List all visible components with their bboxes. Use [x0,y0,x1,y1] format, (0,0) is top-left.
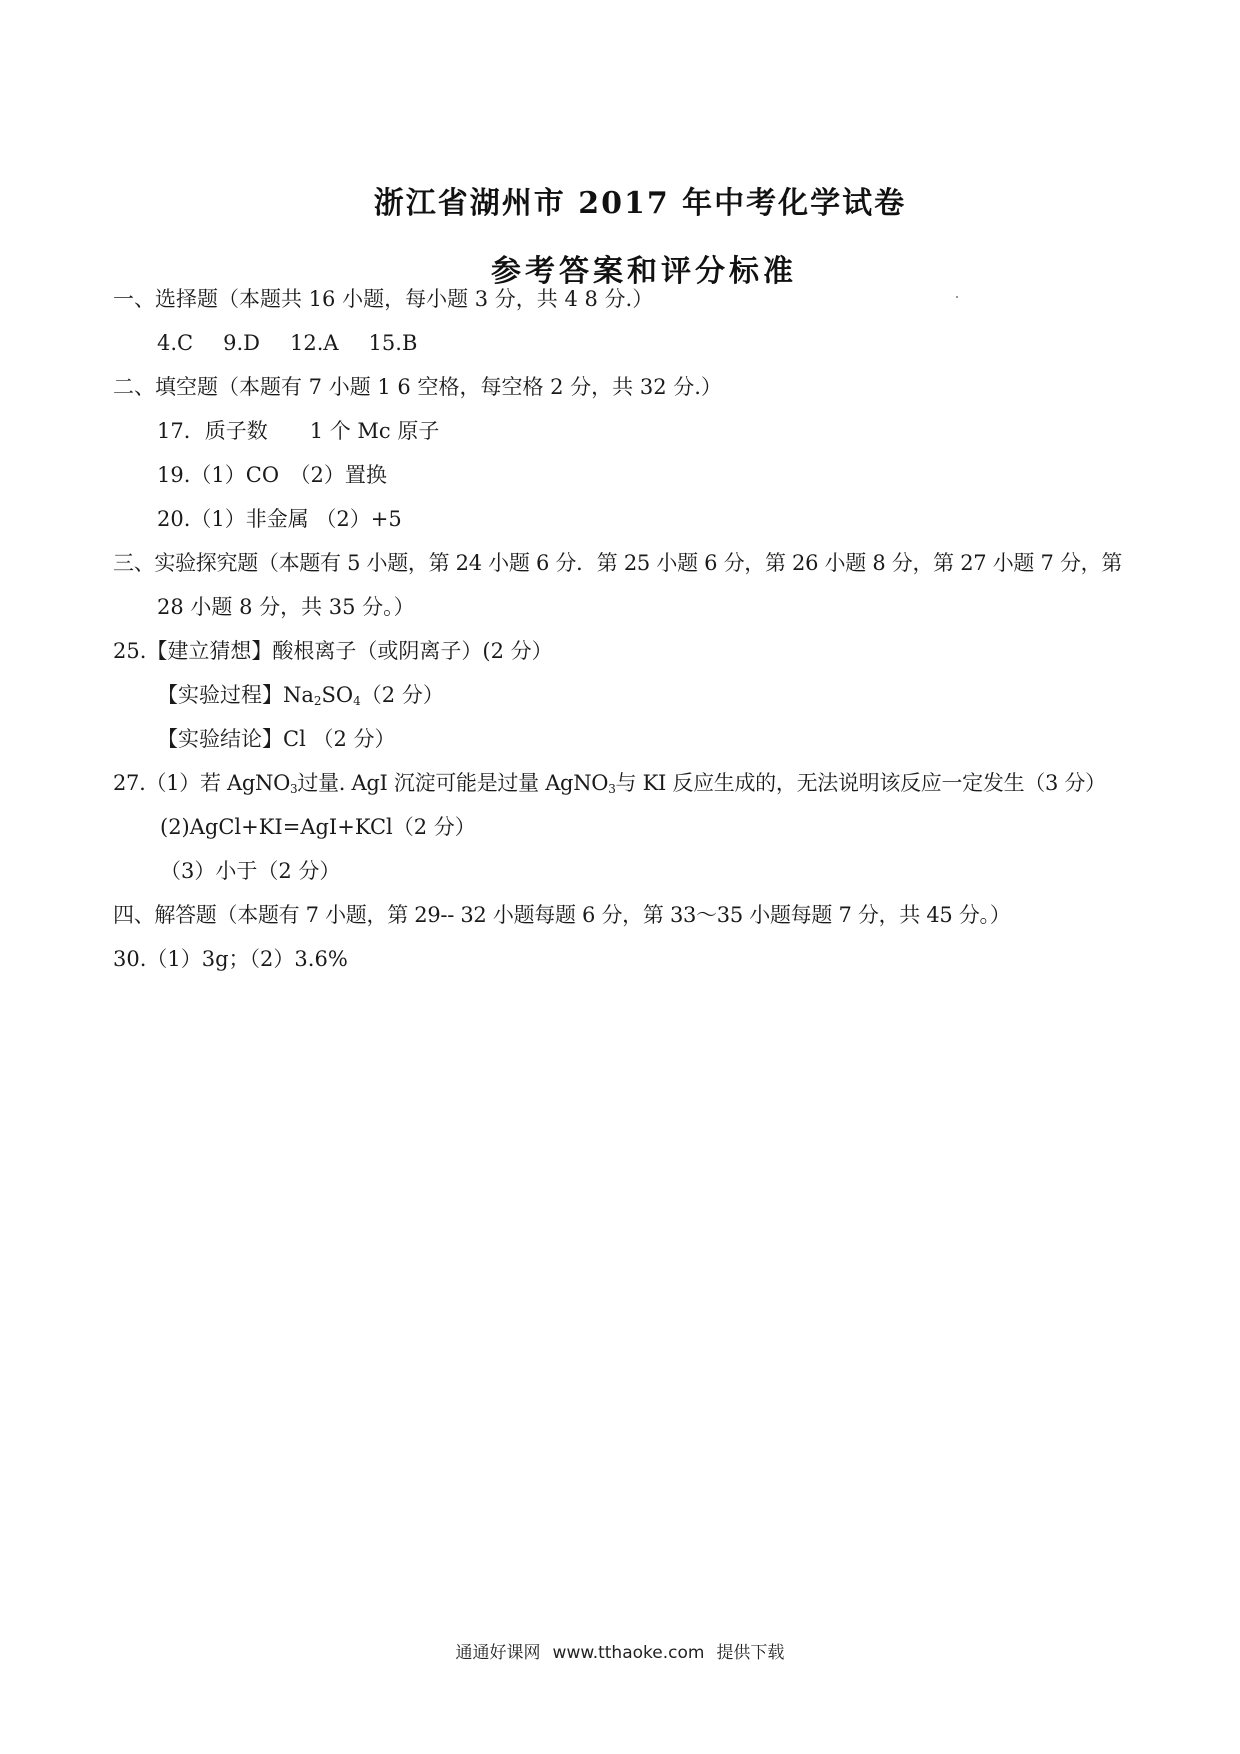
page-footer [0,1638,1240,1663]
answer-q15: 15.B [368,331,418,355]
answer-q30: 30.（1）3g；（2）3.6% [113,947,348,971]
section-2-heading: 二、填空题（本题有 7 小题 1 6 空格，每空格 2 分，共 32 分.） [113,375,722,399]
page-title: 浙江省湖州市 2017 年中考化学试卷 [373,186,907,221]
answer-q9: 9.D [223,331,260,355]
page-subtitle: 参考答案和评分标准 [491,254,797,289]
footer-download-text: 提供下载 [716,1643,785,1663]
answer-q12: 12.A [289,331,339,355]
answer-q25-conclusion: 【实验结论】Cl （2 分） [157,727,396,751]
answer-q25-hypothesis: 25.【建立猜想】酸根离子（或阴离子）(2 分） [113,639,553,663]
section-3-heading: 三、实验探究题（本题有 5 小题，第 24 小题 6 分．第 25 小题 6 分，第 26 小题 8 分，第 27 小题 7 分，第 [113,551,1123,575]
answer-q27-part2: (2)AgCl+KI=AgI+KCl（2 分） [160,815,476,839]
footer-site-name: 通通好课网 [455,1643,541,1663]
section-1-answers [157,329,417,357]
section-1-heading: 一、选择题（本题共 16 小题，每小题 3 分，共 4 8 分.） [113,287,654,311]
answer-q20: 20.（1）非金属 （2）+5 [157,507,402,531]
answer-q27-part1: 27.（1）若 AgNO$_3$过量. AgI 沉淀可能是过量 AgNO$_3$与 KI 反应生成的，无法说明该反应一定发生（3 分） [113,771,1106,796]
answer-q17: 17．质子数 1 个 Mc 原子 [157,419,440,443]
section-3-heading-continued: 28 小题 8 分，共 35 分。） [157,595,415,619]
section-4-heading: 四、解答题（本题有 7 小题，第 29-- 32 小题每题 6 分，第 33～35 小题每题 7 分，共 45 分。） [113,903,1011,927]
footer-url-link[interactable]: www.tthaoke.com [552,1643,705,1663]
answer-q25-procedure: 【实验过程】$Na_2SO_4(2$ 分） [157,683,444,708]
answer-q4: 4.C [157,331,194,355]
scan-speck [956,296,958,298]
answer-q19: 19.（1）CO （2）置换 [157,463,387,487]
answer-q27-part3: （3）小于（2 分） [160,859,341,883]
